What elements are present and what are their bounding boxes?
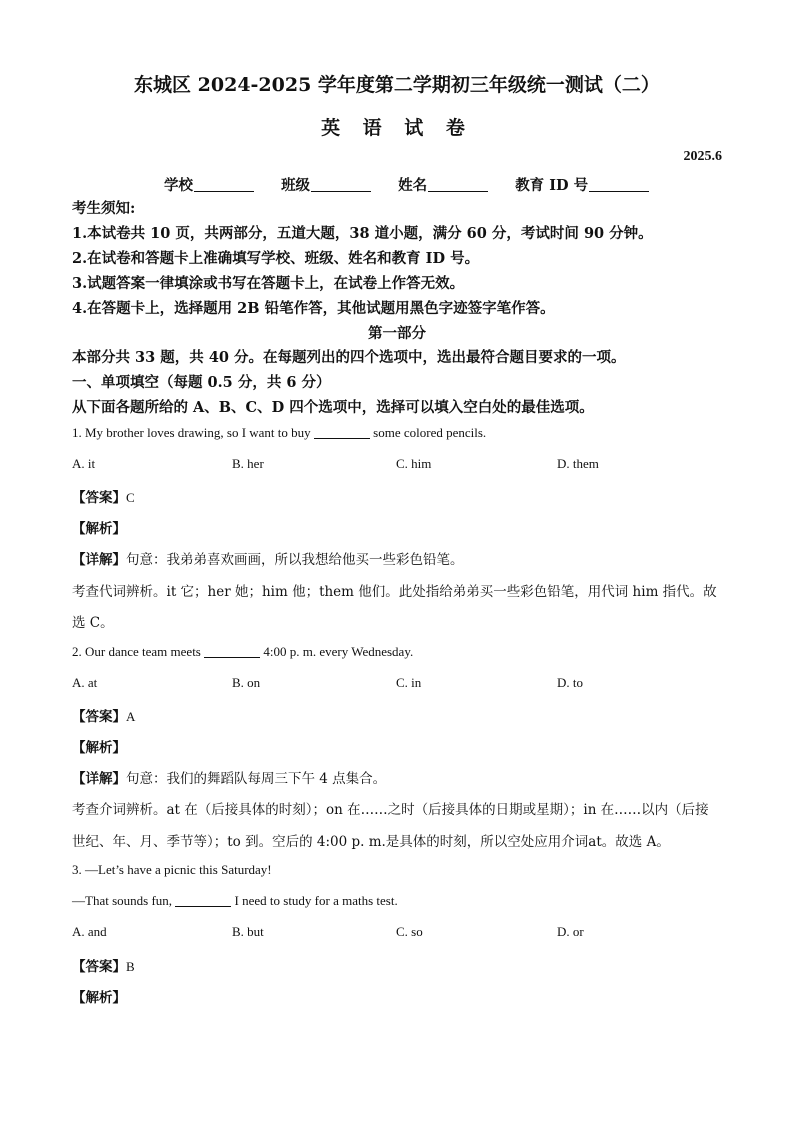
analysis-label: 【解析】: [72, 740, 126, 756]
option-b: B. on: [232, 675, 261, 690]
option-a: A. at: [72, 675, 98, 690]
school-blank: [194, 177, 254, 192]
question-stem: 2. Our dance team meets 4:00 p. m. every Wednesday.: [72, 644, 414, 659]
answer-value: B: [126, 959, 135, 974]
section-instruction: 从下面各题所给的 A、B、C、D 四个选项中，选择可以填入空白处的最佳选项。: [72, 399, 594, 416]
student-info-fields: [164, 174, 671, 195]
question-stem: 1. My brother loves drawing, so I want to buy some colored pencils.: [72, 425, 487, 440]
education-id-blank: [589, 177, 649, 192]
answer-blank: [175, 894, 231, 907]
explanation-line: 世纪、年、月、季节等）；to 到。空后的 4:00 p. m.是具体的时刻，所以空处应用介词at。故选 A。: [72, 834, 670, 850]
answer-blank: [314, 426, 370, 439]
notice-heading: 考生须知:: [72, 200, 136, 217]
notice-item: 1.本试卷共 10 页，共两部分，五道大题，38 道小题，满分 60 分，考试时间 90 分钟。: [72, 225, 653, 242]
answer-line: 【答案】C: [72, 490, 135, 506]
section-title: 一、单项填空（每题 0.5 分，共 6 分）: [72, 374, 331, 391]
part-heading: 第一部分: [368, 325, 426, 342]
answer-line: 【答案】A: [72, 709, 136, 725]
notice-item: 2.在试卷和答题卡上准确填写学校、班级、姓名和教育 ID 号。: [72, 250, 480, 267]
analysis-label: 【解析】: [72, 990, 126, 1006]
question-stem: 3. —Let’s have a picnic this Saturday!: [72, 862, 272, 877]
explanation-line: 考查代词辨析。it 它；her 她；him 他；them 他们。此处指给弟弟买一些彩色铅笔，用代词 him 指代。故: [72, 584, 717, 600]
education-id-field: 教育 ID 号: [515, 177, 649, 194]
class-blank: [311, 177, 371, 192]
option-d: D. them: [557, 456, 599, 471]
detail-line: 【详解】句意：我弟弟喜欢画画，所以我想给他买一些彩色铅笔。: [72, 552, 464, 568]
detail-line: 【详解】句意：我们的舞蹈队每周三下午 4 点集合。: [72, 771, 387, 787]
option-b: B. her: [232, 456, 264, 471]
analysis-label: 【解析】: [72, 521, 126, 537]
part-intro: 本部分共 33 题，共 40 分。在每题列出的四个选项中，选出最符合题目要求的一项。: [72, 349, 626, 366]
option-c: C. him: [396, 456, 432, 471]
explanation-line: 选 C。: [72, 615, 114, 631]
answer-value: A: [126, 709, 136, 724]
answer-blank: [204, 645, 260, 658]
exam-title: 东城区 2024-2025 学年度第二学期初三年级统一测试（二）: [134, 74, 660, 96]
option-b: B. but: [232, 924, 264, 939]
option-c: C. in: [396, 675, 422, 690]
school-field: 学校: [164, 177, 254, 194]
option-a: A. and: [72, 924, 107, 939]
explanation-line: 考查介词辨析。at 在（后接具体的时刻）；on 在……之时（后接具体的日期或星期）；in 在……以内（后接: [72, 802, 709, 818]
class-field: 班级: [281, 177, 371, 194]
answer-value: C: [126, 490, 135, 505]
exam-date: 2025.6: [683, 149, 722, 164]
name-blank: [428, 177, 488, 192]
name-field: 姓名: [398, 177, 488, 194]
answer-line: 【答案】B: [72, 959, 135, 975]
exam-subtitle: 英 语 试 卷: [321, 117, 473, 139]
option-d: D. to: [557, 675, 583, 690]
option-c: C. so: [396, 924, 423, 939]
notice-item: 4.在答题卡上，选择题用 2B 铅笔作答，其他试题用黑色字迹签字笔作答。: [72, 300, 555, 317]
option-d: D. or: [557, 924, 584, 939]
option-a: A. it: [72, 456, 96, 471]
notice-item: 3.试题答案一律填涂或书写在答题卡上，在试卷上作答无效。: [72, 275, 465, 292]
question-stem: —That sounds fun, I need to study for a maths test.: [72, 893, 398, 908]
